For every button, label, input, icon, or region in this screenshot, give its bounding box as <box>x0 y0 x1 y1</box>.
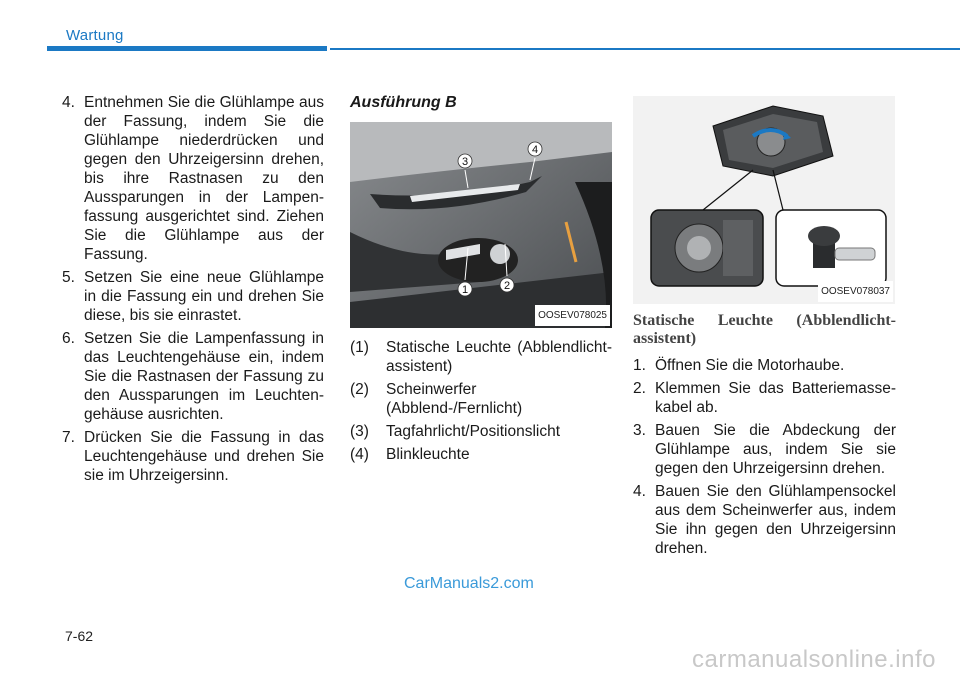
list-item-step-7 <box>62 428 324 485</box>
headlamp-figure <box>350 122 612 328</box>
list-item-step-4 <box>633 482 896 558</box>
callout-4: 4 <box>531 144 539 156</box>
list-item-number: 5. <box>62 269 75 286</box>
legend-number: (1) <box>350 339 369 356</box>
section-title: Wartung <box>66 27 124 44</box>
list-item-text: Drücken Sie die Fassung in das Leuchtengehäuse und drehen Sie sie im Uhrzeigersinn. <box>84 429 324 484</box>
footer-site-watermark: carmanualsonline.info <box>692 646 936 673</box>
list-item-step-2 <box>633 379 896 417</box>
header-rule-thin <box>330 48 960 50</box>
subsection-heading: Ausführung B <box>350 94 457 111</box>
list-item-text: Öffnen Sie die Motorhaube. <box>655 357 845 374</box>
list-item-text: Bauen Sie den Glühlampensockel aus dem Scheinwerfer aus, indem Sie ihn gegen den Uhrzeigersinn drehen. <box>655 483 896 557</box>
callout-1: 1 <box>461 284 469 296</box>
legend-item-2 <box>350 380 612 418</box>
list-item-number: 7. <box>62 429 75 446</box>
list-item-number: 2. <box>633 380 646 397</box>
list-item-number: 3. <box>633 422 646 439</box>
legend-number: (4) <box>350 446 369 463</box>
callout-3: 3 <box>461 156 469 168</box>
list-item-text: Klemmen Sie das Batteriemassekabel ab. <box>655 380 896 416</box>
list-item-text: Entnehmen Sie die Glühlampe aus der Fassung, indem Sie die Glühlampe niederdrücken und gegen den Uhrzeigersinn drehen, bis ihre Rastnasen zu den Aussparungen in der Lampenfassung ausgerichtet sind. Ziehen Sie die Glühlampe aus der Fassung. <box>84 94 324 263</box>
legend-number: (2) <box>350 381 369 398</box>
subsection-heading: Statische Leuchte (Abblendlichtassistent) <box>633 312 896 347</box>
list-item-step-5 <box>62 268 324 325</box>
legend-item-4 <box>350 445 612 464</box>
list-item-number: 6. <box>62 330 75 347</box>
column-left <box>62 93 324 489</box>
list-item-number: 1. <box>633 357 646 374</box>
legend-text: Statische Leuchte (Abblendlichtassistent) <box>386 339 612 375</box>
list-item-step-1 <box>633 356 896 375</box>
bulb-removal-illustration <box>633 96 895 304</box>
legend-text: Scheinwerfer (Abblend-/Fernlicht) <box>386 381 523 417</box>
list-item-step-3 <box>633 421 896 478</box>
list-item-number: 4. <box>62 94 75 111</box>
list-item-step-4 <box>62 93 324 264</box>
column-middle <box>350 93 612 468</box>
callout-2: 2 <box>503 280 511 292</box>
list-item-text: Setzen Sie eine neue Glühlampe in die Fassung ein und drehen Sie diese, bis sie einrastet. <box>84 269 324 324</box>
bulb-figure <box>633 96 895 304</box>
list-item-step-6 <box>62 329 324 424</box>
legend-text: Blinkleuchte <box>386 446 470 463</box>
legend-text: Tagfahrlicht/Positionslicht <box>386 423 561 440</box>
legend-item-3 <box>350 422 612 441</box>
figure-code: OOSEV078037 <box>818 281 893 302</box>
column-right <box>633 96 896 562</box>
watermark-link[interactable]: CarManuals2.com <box>404 575 534 592</box>
legend-item-1 <box>350 338 612 376</box>
list-item-number: 4. <box>633 483 646 500</box>
page-number: 7-62 <box>65 628 94 644</box>
list-item-text: Setzen Sie die Lampenfassung in das Leuchtengehäuse ein, indem Sie die Rastnasen der Fassung zu den Aussparungen im Leuchtengehäuse ausrichten. <box>84 330 324 423</box>
header-rule-thick <box>47 46 327 51</box>
figure-code: OOSEV078025 <box>535 305 610 326</box>
list-item-text: Bauen Sie die Abdeckung der Glühlampe aus, indem Sie sie gegen den Uhrzeigersinn drehen. <box>655 422 896 477</box>
legend-number: (3) <box>350 423 369 440</box>
car-front-illustration <box>350 122 612 328</box>
